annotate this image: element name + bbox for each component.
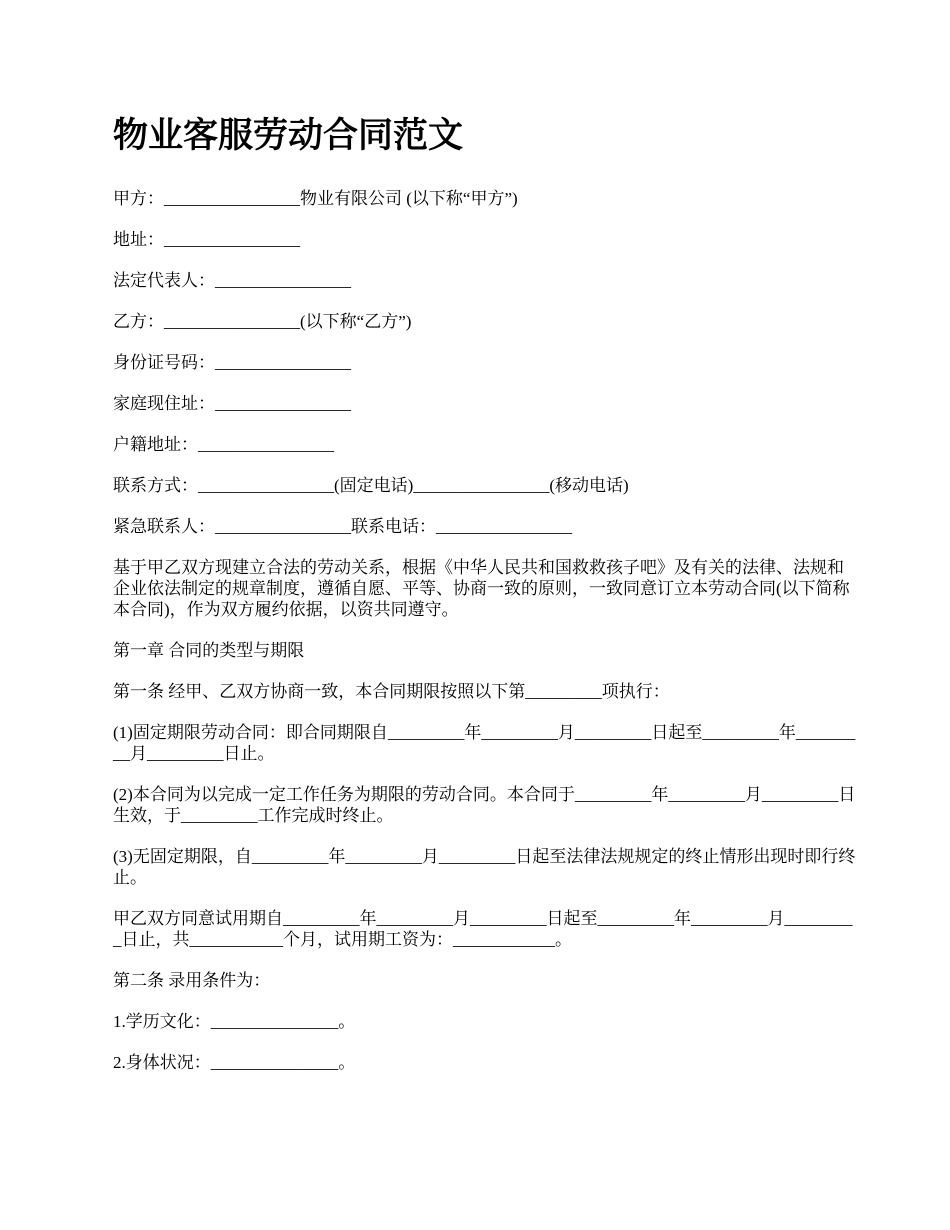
- preamble-paragraph: 基于甲乙双方现建立合法的劳动关系，根据《中华人民共和国救救孩子吧》及有关的法律、法规和企业依法制定的规章制度，遵循自愿、平等、协商一致的原则，一致同意订立本劳动合同(以下简称本合同)，作为双方履约依据，以资共同遵守。: [113, 558, 850, 619]
- education-line: 1.学历文化：_______________。: [113, 1012, 356, 1031]
- clause-2: (2)本合同为以完成一定工作任务为期限的劳动合同。本合同于_________年_________月_________日生效，于_________工作完成时终止。: [113, 785, 856, 825]
- document-page: [113, 108, 858, 1093]
- probation-paragraph: 甲乙双方同意试用期自_________年_________月_________日起至_________年_________月_________日止，共___________个月，试用期工资为：____________。: [113, 909, 853, 949]
- clause-1: (1)固定期限劳动合同：即合同期限自_________年_________月_________日起至_________年_________月_________日止。: [113, 723, 856, 763]
- home-address-line: 家庭现住址：________________: [113, 394, 351, 413]
- id-number-line: 身份证号码：________________: [113, 353, 351, 372]
- document-title: 物业客服劳动合同范文: [113, 116, 464, 155]
- address-line: 地址：________________: [113, 230, 300, 249]
- party-b-line: 乙方：________________(以下称“乙方”): [113, 312, 412, 331]
- clause-3: (3)无固定期限，自_________年_________月_________日起至法律法规规定的终止情形出现时即行终止。: [113, 847, 856, 887]
- legal-representative-line: 法定代表人：________________: [113, 271, 351, 290]
- household-address-line: 户籍地址：________________: [113, 435, 334, 454]
- article-1: 第一条 经甲、乙双方协商一致，本合同期限按照以下第_________项执行：: [113, 682, 670, 701]
- party-a-line: 甲方：________________物业有限公司 (以下称“甲方”): [113, 189, 518, 208]
- article-2: 第二条 录用条件为：: [113, 971, 271, 990]
- emergency-contact-line: 紧急联系人：________________联系电话：________________: [113, 517, 572, 536]
- health-line: 2.身体状况：_______________。: [113, 1053, 356, 1072]
- chapter-heading: 第一章 合同的类型与期限: [113, 641, 305, 660]
- contact-line: 联系方式：________________(固定电话)________________(移动电话): [113, 476, 629, 495]
